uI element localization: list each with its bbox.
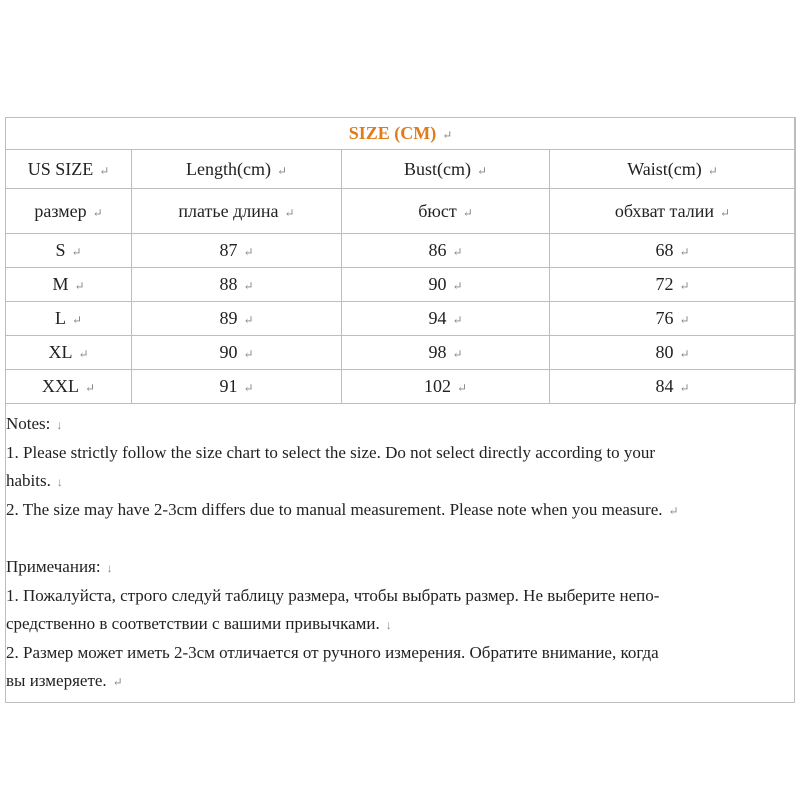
bust-value: 94 [428, 308, 447, 328]
waist-value: 84 [655, 376, 674, 396]
table-cell [132, 302, 342, 336]
notes-line-1b-text: habits. [6, 471, 51, 490]
length-value: 88 [219, 274, 238, 294]
table-cell [342, 234, 550, 268]
waist-value: 72 [655, 274, 674, 294]
header-ru-size: размер [34, 200, 87, 221]
size-table [5, 117, 796, 404]
notes-heading [6, 410, 791, 439]
cell-end-mark: ↵ [456, 381, 468, 395]
cell-end-mark: ↵ [679, 245, 690, 259]
waist-value: 80 [655, 342, 674, 362]
header-ru-bust: бюст [418, 200, 457, 221]
size-label: XXL [41, 376, 79, 396]
table-cell [6, 268, 132, 302]
bust-value: 98 [428, 342, 447, 362]
cell-end-mark: ↵ [452, 313, 463, 327]
table-cell [6, 234, 132, 268]
length-value: 87 [219, 240, 238, 260]
table-cell [550, 234, 796, 268]
size-label: XL [48, 342, 73, 362]
cell-end-mark: ↵ [452, 279, 463, 293]
notes-line-1-text: 1. Please strictly follow the size chart to select the size. Do not select directly according to your [6, 443, 656, 462]
notes-line-2-text: 2. The size may have 2-3cm differs due to manual measurement. Please note when you measure. [6, 500, 663, 519]
cell-end-mark: ↵ [679, 381, 690, 395]
size-label: M [52, 274, 69, 294]
table-cell [6, 336, 132, 370]
line-end-mark: ↓ [385, 618, 392, 632]
cell-end-mark: ↵ [476, 163, 488, 178]
cell-end-mark: ↵ [452, 347, 463, 361]
cell-end-mark: ↵ [679, 313, 690, 327]
table-cell [342, 336, 550, 370]
notes-ru-line-2b-text: вы измеряете. [6, 671, 107, 690]
header-waist: Waist(cm) [627, 158, 702, 179]
cell-end-mark: ↵ [707, 163, 718, 178]
header-ru-length: платье длина [178, 200, 279, 221]
waist-value: 76 [655, 308, 674, 328]
header-ru-cell [342, 189, 550, 234]
line-end-mark: ↓ [56, 475, 63, 489]
cell-end-mark: ↵ [462, 205, 473, 220]
notes-ru-heading-text: Примечания: [6, 557, 101, 576]
cell-end-mark: ↵ [243, 381, 254, 395]
table-cell [342, 268, 550, 302]
header-cell [6, 150, 132, 189]
table-cell [342, 370, 550, 404]
header-cell [132, 150, 342, 189]
notes-ru-line-2-cont [6, 667, 791, 696]
length-value: 89 [219, 308, 238, 328]
cell-end-mark: ↵ [243, 347, 254, 361]
cell-end-mark: ↵ [243, 313, 254, 327]
table-row [6, 302, 796, 336]
notes-ru-line-2-text: 2. Размер может иметь 2-3см отличается от ручного измерения. Обратите внимание, когда [6, 643, 659, 662]
table-row [6, 336, 796, 370]
length-value: 91 [219, 376, 238, 396]
header-ru-waist: обхват талии [614, 200, 715, 221]
cell-end-mark: ↵ [74, 279, 85, 293]
table-row [6, 234, 796, 268]
header-us-size: US SIZE [27, 158, 94, 179]
size-label: S [55, 240, 66, 260]
table-cell [550, 302, 796, 336]
table-header-ru-row [6, 189, 796, 234]
header-cell [342, 150, 550, 189]
notes-ru-line-2 [6, 639, 791, 667]
table-cell [132, 234, 342, 268]
table-cell [550, 336, 796, 370]
notes-line-1-cont [6, 467, 791, 496]
bust-value: 102 [423, 376, 451, 396]
cell-end-mark: ↵ [452, 245, 463, 259]
notes-line-1 [6, 439, 791, 467]
header-ru-cell [132, 189, 342, 234]
table-row [6, 268, 796, 302]
cell-end-mark: ↵ [92, 205, 103, 220]
cell-end-mark: ↵ [84, 381, 96, 395]
bust-value: 90 [428, 274, 447, 294]
table-cell [132, 268, 342, 302]
notes-ru-line-1-cont [6, 610, 791, 639]
table-header-row [6, 150, 796, 189]
cell-end-mark: ↵ [71, 313, 83, 327]
cell-end-mark: ↵ [243, 279, 254, 293]
table-title: SIZE (CM) [348, 123, 437, 143]
table-cell [132, 336, 342, 370]
notes-section [6, 410, 791, 696]
notes-gap [6, 525, 791, 553]
table-cell [342, 302, 550, 336]
line-end-mark: ↓ [56, 418, 63, 432]
cell-end-mark: ↵ [668, 504, 679, 518]
cell-end-mark: ↵ [284, 205, 295, 220]
waist-value: 68 [655, 240, 674, 260]
bust-value: 86 [428, 240, 447, 260]
notes-ru-line-1 [6, 582, 791, 610]
cell-end-mark: ↵ [679, 279, 690, 293]
cell-end-mark: ↵ [276, 163, 288, 178]
cell-end-mark: ↵ [442, 128, 453, 142]
notes-ru-heading [6, 553, 791, 582]
cell-end-mark: ↵ [112, 675, 123, 689]
table-title-row [6, 118, 796, 150]
header-ru-cell [550, 189, 796, 234]
table-cell [550, 370, 796, 404]
table-cell [550, 268, 796, 302]
notes-line-2 [6, 496, 791, 525]
notes-ru-line-1-text: 1. Пожалуйста, строго следуй таблицу размера, чтобы выбрать размер. Не выберите непо- [6, 586, 660, 605]
cell-end-mark: ↵ [679, 347, 690, 361]
cell-end-mark: ↵ [71, 245, 82, 259]
header-length: Length(cm) [185, 158, 271, 179]
table-cell [6, 302, 132, 336]
line-end-mark: ↓ [106, 561, 113, 575]
cell-end-mark: ↵ [243, 245, 254, 259]
notes-heading-text: Notes: [6, 414, 51, 433]
table-cell [6, 370, 132, 404]
size-label: L [54, 308, 66, 328]
cell-end-mark: ↵ [99, 163, 110, 178]
cell-end-mark: ↵ [78, 347, 89, 361]
notes-ru-line-1b-text: средственно в соответствии с вашими привычками. [6, 614, 380, 633]
table-title-cell [6, 118, 796, 150]
header-bust: Bust(cm) [403, 158, 471, 179]
header-ru-cell [6, 189, 132, 234]
table-row [6, 370, 796, 404]
table-cell [132, 370, 342, 404]
header-cell [550, 150, 796, 189]
length-value: 90 [219, 342, 238, 362]
cell-end-mark: ↵ [720, 205, 731, 220]
